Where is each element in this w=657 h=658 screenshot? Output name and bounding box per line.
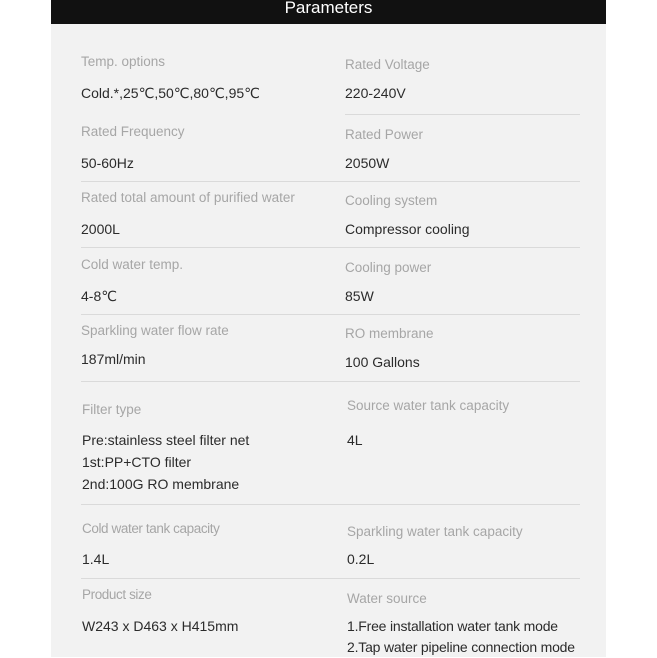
parameters-panel <box>51 0 606 657</box>
param-value-cooling-system: Compressor cooling <box>345 221 470 237</box>
header-title: Parameters <box>284 0 373 17</box>
row-divider <box>81 504 580 505</box>
filter-type-line: 2nd:100G RO membrane <box>82 476 240 492</box>
param-value-rated-power: 2050W <box>345 155 390 171</box>
param-label-water-source: Water source <box>347 591 427 606</box>
param-label-sparkling-flow: Sparkling water flow rate <box>81 323 229 338</box>
row-divider <box>81 247 580 248</box>
param-label-cold-water-temp: Cold water temp. <box>81 257 184 272</box>
param-value-cold-tank: 1.4L <box>82 551 110 567</box>
param-value-product-size: W243 x D463 x H415mm <box>82 618 239 634</box>
param-value-temp-options: Cold.*,25℃,50℃,80℃,95℃ <box>81 85 260 101</box>
param-value-rated-frequency: 50-60Hz <box>81 155 134 171</box>
param-label-cold-tank: Cold water tank capacity <box>82 521 220 536</box>
param-label-cooling-system: Cooling system <box>345 193 438 208</box>
param-value-rated-voltage: 220-240V <box>345 85 406 101</box>
param-value-sparkling-tank: 0.2L <box>347 551 375 567</box>
param-value-filter-type <box>82 429 249 495</box>
param-value-cold-water-temp: 4-8℃ <box>81 288 117 304</box>
water-source-line: 2.Tap water pipeline connection mode <box>347 639 575 655</box>
param-value-water-source <box>347 616 575 658</box>
param-label-rated-power: Rated Power <box>345 127 424 142</box>
param-label-cooling-power: Cooling power <box>345 260 432 275</box>
param-value-cooling-power: 85W <box>345 288 374 304</box>
row-divider <box>81 181 580 182</box>
row-divider <box>81 578 580 579</box>
param-value-ro-membrane: 100 Gallons <box>345 354 420 370</box>
param-label-temp-options: Temp. options <box>81 54 166 69</box>
param-label-rated-frequency: Rated Frequency <box>81 124 185 139</box>
row-divider <box>81 314 580 315</box>
param-label-filter-type: Filter type <box>82 402 142 417</box>
param-label-rated-voltage: Rated Voltage <box>345 57 430 72</box>
param-value-source-tank: 4L <box>347 432 363 448</box>
filter-type-line: Pre:stainless steel filter net <box>82 432 250 448</box>
param-label-purified-water: Rated total amount of purified water <box>81 190 295 205</box>
filter-type-line: 1st:PP+CTO filter <box>82 454 192 470</box>
param-label-ro-membrane: RO membrane <box>345 326 434 341</box>
row-divider <box>81 381 580 382</box>
param-label-source-tank: Source water tank capacity <box>347 398 510 413</box>
param-value-sparkling-flow: 187ml/min <box>81 351 146 367</box>
param-value-purified-water: 2000L <box>81 221 120 237</box>
parameters-header <box>51 0 606 24</box>
param-label-sparkling-tank: Sparkling water tank capacity <box>347 524 523 539</box>
water-source-line: 1.Free installation water tank mode <box>347 618 558 634</box>
param-label-product-size: Product size <box>82 587 152 602</box>
row-divider <box>345 114 580 115</box>
